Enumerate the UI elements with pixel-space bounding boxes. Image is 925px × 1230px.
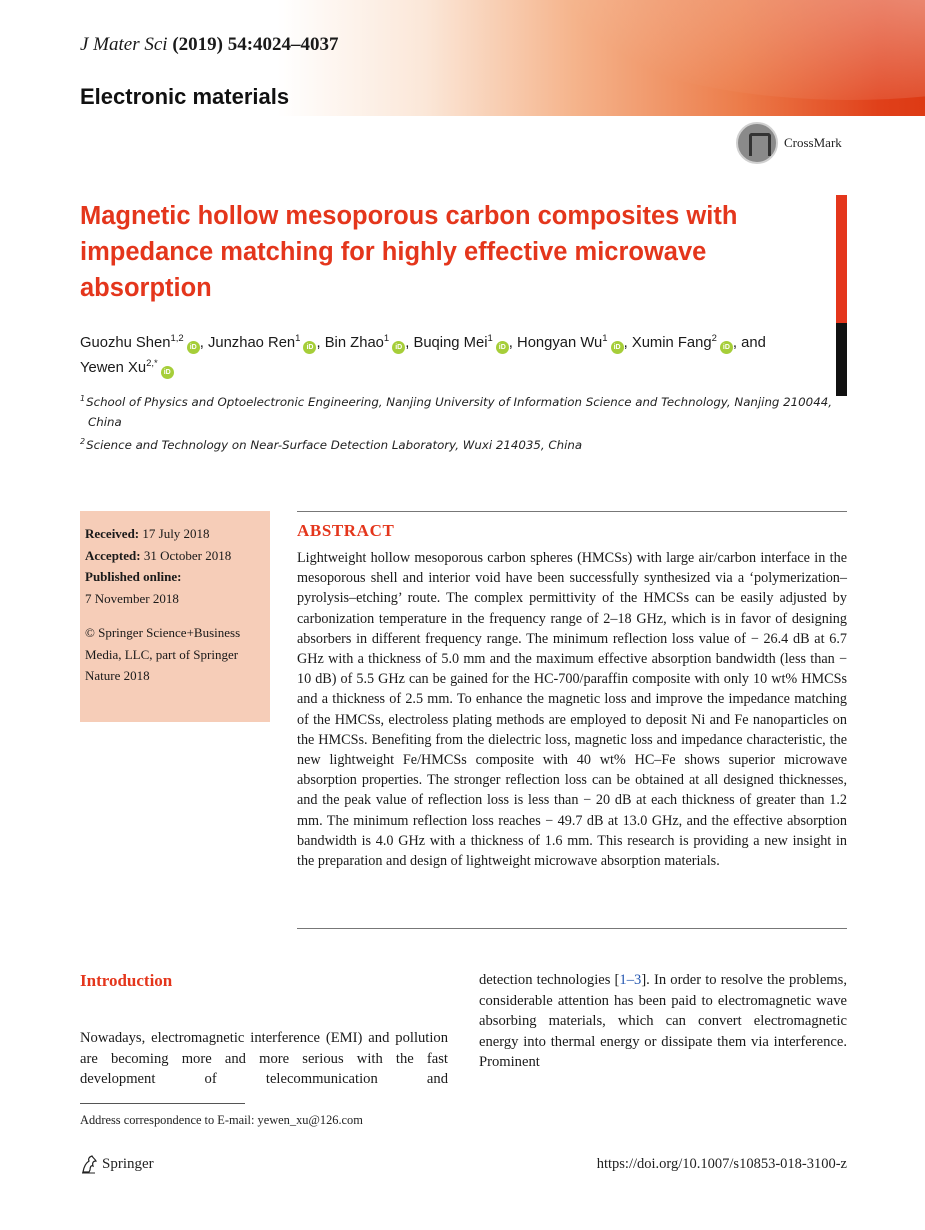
journal-name: J Mater Sci bbox=[80, 34, 168, 55]
section-label: Electronic materials bbox=[80, 84, 290, 109]
abstract-text: Lightweight hollow mesoporous carbon spheres (HMCSs) with large air/carbon interface in the mesoporous shell and interior void have been successfully synthesized via a ‘polymerization–pyrolysis–etching’ route. The complex permittivity of the HMCSs can be easily adjusted by carbonization temperature in the frequency range of 2–18 GHz, which is in favor of designing absorbers in different frequency range. The minimum reflection loss value of − 26.4 dB at 6.7 GHz with a thickness of 5.0 mm and the maximum effective absorption bandwidth (less than − 10 dB) of 5.5 GHz can be gained for the HC-700/paraffin composite with only 10 wt% HMCSs and a thickness of 2.5 mm. To enhance the magnetic loss and improve the impedance matching of the HMCSs, electroless plating methods are employed to deposit Ni and Fe nanoparticles on the HMCSs. Benefiting from the dielectric loss, magnetic loss and impedance characteristic, the new lightweight Fe/HMCSs composite with 40 wt% HC–Fe shows superior microwave absorption properties. The stronger reflection loss can be obtained at all designed thicknesses, and the peak value of reflection loss is less than − 20 dB at each thickness of greater than 1.2 mm. The minimum reflection loss reaches − 49.7 dB at 13.0 GHz, and the effective absorption bandwidth is 4.0 GHz with a thickness of 1.6 mm. This research is providing a new insight in the preparation and design of lightweight microwave absorption materials. bbox=[297, 550, 847, 870]
article-title: Magnetic hollow mesoporous carbon composites with impedance matching for highly effective microwave absorption bbox=[80, 202, 738, 302]
citation-link[interactable]: 1–3 bbox=[619, 972, 642, 988]
journal-volume-pages: (2019) 54:4024–4037 bbox=[172, 34, 339, 55]
abstract-divider-top bbox=[297, 511, 847, 512]
crossmark-label: CrossMark bbox=[784, 135, 842, 150]
publisher-name: Springer bbox=[102, 1155, 154, 1172]
published-label: Published online: bbox=[85, 569, 182, 584]
crossmark-badge[interactable] bbox=[736, 122, 842, 164]
article-history-box bbox=[80, 511, 270, 722]
author: Bin Zhao$^1$iD , bbox=[325, 335, 414, 351]
author: Buqing Mei$^1$iD , bbox=[413, 335, 517, 351]
orcid-icon[interactable]: iD bbox=[161, 366, 174, 379]
orcid-icon[interactable]: iD bbox=[392, 341, 405, 354]
author: Junzhao Ren$^1$iD , bbox=[208, 335, 325, 351]
introduction-paragraph-right: detection technologies [1–3]. In order to resolve the problems, considerable attention has been paid to electromagnetic wave absorbing materials, which can convert electromagnetic energy into thermal energy or dissipate them via interference. Prominent bbox=[479, 972, 847, 1070]
introduction-paragraph-left: Nowadays, electromagnetic interference (EMI) and pollution are becoming more and more serious with the fast development of telecommunication and bbox=[80, 1030, 448, 1087]
abstract-divider-bottom bbox=[297, 928, 847, 929]
author: Hongyan Wu$^1$iD , bbox=[517, 335, 632, 351]
affiliation-1-continued: China bbox=[88, 414, 122, 429]
orcid-icon[interactable]: iD bbox=[496, 341, 509, 354]
introduction-heading: Introduction bbox=[80, 971, 173, 990]
author: Guozhu Shen$^{1,2}$iD , bbox=[80, 335, 208, 351]
doi-link[interactable]: https://doi.org/10.1007/s10853-018-3100-z bbox=[596, 1156, 847, 1172]
springer-logo bbox=[80, 1154, 154, 1174]
correspondence-footnote: Address correspondence to E-mail: yewen_xu@126.com bbox=[80, 1113, 363, 1127]
springer-horse-icon bbox=[80, 1154, 98, 1174]
abstract-heading: ABSTRACT bbox=[297, 521, 395, 540]
crossmark-icon bbox=[736, 122, 778, 164]
footnote-divider bbox=[80, 1103, 245, 1104]
side-bar-red bbox=[836, 195, 847, 323]
orcid-icon[interactable]: iD bbox=[303, 341, 316, 354]
affiliations bbox=[80, 389, 840, 456]
author: Xumin Fang$^2$iD , and bbox=[632, 335, 766, 351]
author: Yewen $Xu^{2,*}iD$ bbox=[80, 360, 174, 376]
affiliation-1: $^1$School of Physics and Optoelectronic Engineering, Nanjing University of Information Science and Technology, Nanjing 210044, bbox=[80, 394, 832, 409]
affiliation-2: $^2$Science and Technology on Near-Surface Detection Laboratory, Wuxi 214035, China bbox=[80, 437, 583, 452]
published-date: 7 November 2018 bbox=[85, 590, 179, 606]
received-date: Received: 17 July 2018 bbox=[85, 526, 210, 541]
orcid-icon[interactable]: iD bbox=[187, 341, 200, 354]
accepted-date: Accepted: 31 October 2018 bbox=[85, 547, 232, 563]
author-list bbox=[80, 329, 840, 379]
journal-citation bbox=[80, 34, 339, 56]
copyright-notice: © Springer Science+Business Media, LLC, part of Springer Nature 2018 bbox=[85, 625, 241, 683]
orcid-icon[interactable]: iD bbox=[720, 341, 733, 354]
orcid-icon[interactable]: iD bbox=[611, 341, 624, 354]
